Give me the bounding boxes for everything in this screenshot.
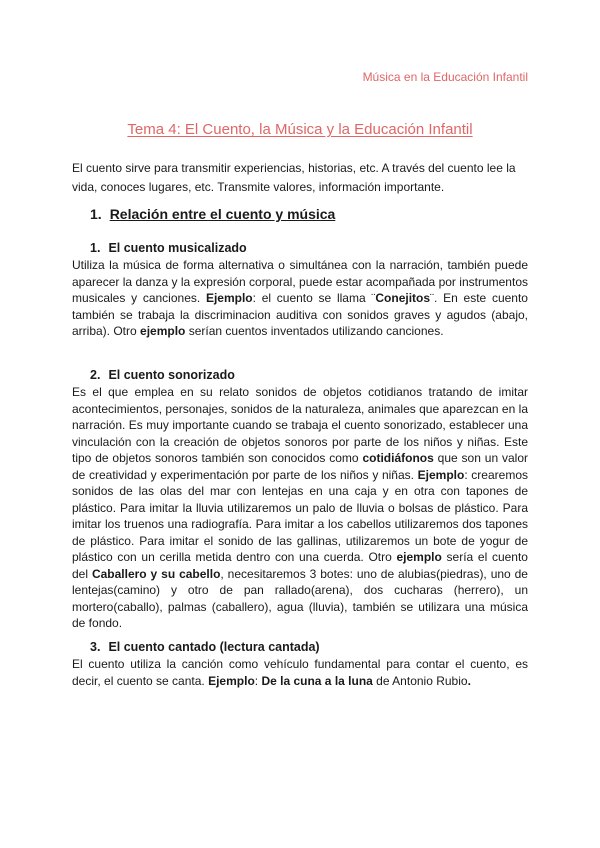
subsection-heading-3 <box>90 640 320 654</box>
bold-cotidiafonos: cotidiáfonos <box>362 451 434 465</box>
section-title: Relación entre el cuento y música <box>109 206 336 222</box>
intro-paragraph: El cuento sirve para transmitir experiencias, historias, etc. A través del cuento lee la vida, conoces lugares, etc. Transmite valores, información importante. <box>72 161 516 194</box>
subsection-title: El cuento musicalizado <box>108 241 247 255</box>
bold-story-title: De la cuna a la luna <box>261 673 373 688</box>
subsection-heading-1 <box>90 241 247 255</box>
section-number: 1. <box>90 206 102 222</box>
bold-conejitos: Conejitos <box>375 291 431 305</box>
section-heading-1 <box>90 206 335 222</box>
bold-ejemplo: Ejemplo <box>208 673 255 688</box>
bold-ejemplo: ejemplo <box>396 550 442 564</box>
bold-ejemplo: Ejemplo <box>417 467 465 482</box>
bold-ejemplo: Ejemplo <box>205 291 253 305</box>
bold-ejemplo: ejemplo <box>140 324 186 338</box>
subsection-paragraph-1: Utiliza la música de forma alternativa o simultánea con la narración, también puede aparecer la danza y la expresión corporal, puede estar acompañada por instrumentos musicales y canciones. Ejemplo: el cuento se llama ¨Conejitos¨. En este cuento también se trabaja la discriminacion auditiva con sonidos graves y agudos (abajo, arriba). Otro ejemplo serían cuentos inventados utilizando canciones. <box>72 258 528 338</box>
subsection-number: 3. <box>90 640 101 654</box>
subsection-title: El cuento cantado (lectura cantada) <box>108 640 320 654</box>
subsection-heading-2 <box>90 368 235 382</box>
subsection-number: 1. <box>90 241 101 255</box>
running-header: Música en la Educación Infantil <box>362 70 528 84</box>
bold-story-title: Caballero y su cabello <box>91 566 221 581</box>
subsection-paragraph-3: El cuento utiliza la canción como vehículo fundamental para contar el cuento, es decir, el cuento se canta. Ejemplo: De la cuna a la luna de Antonio Rubio. <box>72 657 528 688</box>
subsection-paragraph-2: Es el que emplea en su relato sonidos de objetos cotidianos tratando de imitar acontecimientos, personajes, sonidos de la naturaleza, animales que aparezcan en la narración. Es muy importante cuando se trabaja el cuento sonorizado, establecer una vinculación con la creación de objetos sonoros por parte de los niños y niñas. Este tipo de objetos sonoros también son conocidos como cotidiáfonos que son un valor de creatividad y experimentación por parte de los niños y niñas. Ejemplo: crearemos sonidos de las olas del mar con lentejas en una caja y en otra con tapones de plástico. Para imitar la lluvia utilizaremos un palo de lluvia o bolsas de plástico. Para imitar los truenos una radiografía. Para imitar a los cabellos utilizaremos dos tapones de plástico. Para imitar el sonido de las gallinas, utilizaremos un bote de yogur de plástico con un cerilla metida dentro con una cuerda. Otro ejemplo sería el cuento del Caballero y su cabello, necesitaremos 3 botes: uno de alubias(piedras), uno de lentejas(camino) y otro de pan rallado(arena), dos cucharas (herrero), un mortero(caballo), palmas (caballero), agua (lluvia), también se utilizara una música de fondo. <box>72 385 528 630</box>
subsection-number: 2. <box>90 368 101 382</box>
subsection-title: El cuento sonorizado <box>108 368 235 382</box>
document-title: Tema 4: El Cuento, la Música y la Educación Infantil <box>127 121 473 138</box>
